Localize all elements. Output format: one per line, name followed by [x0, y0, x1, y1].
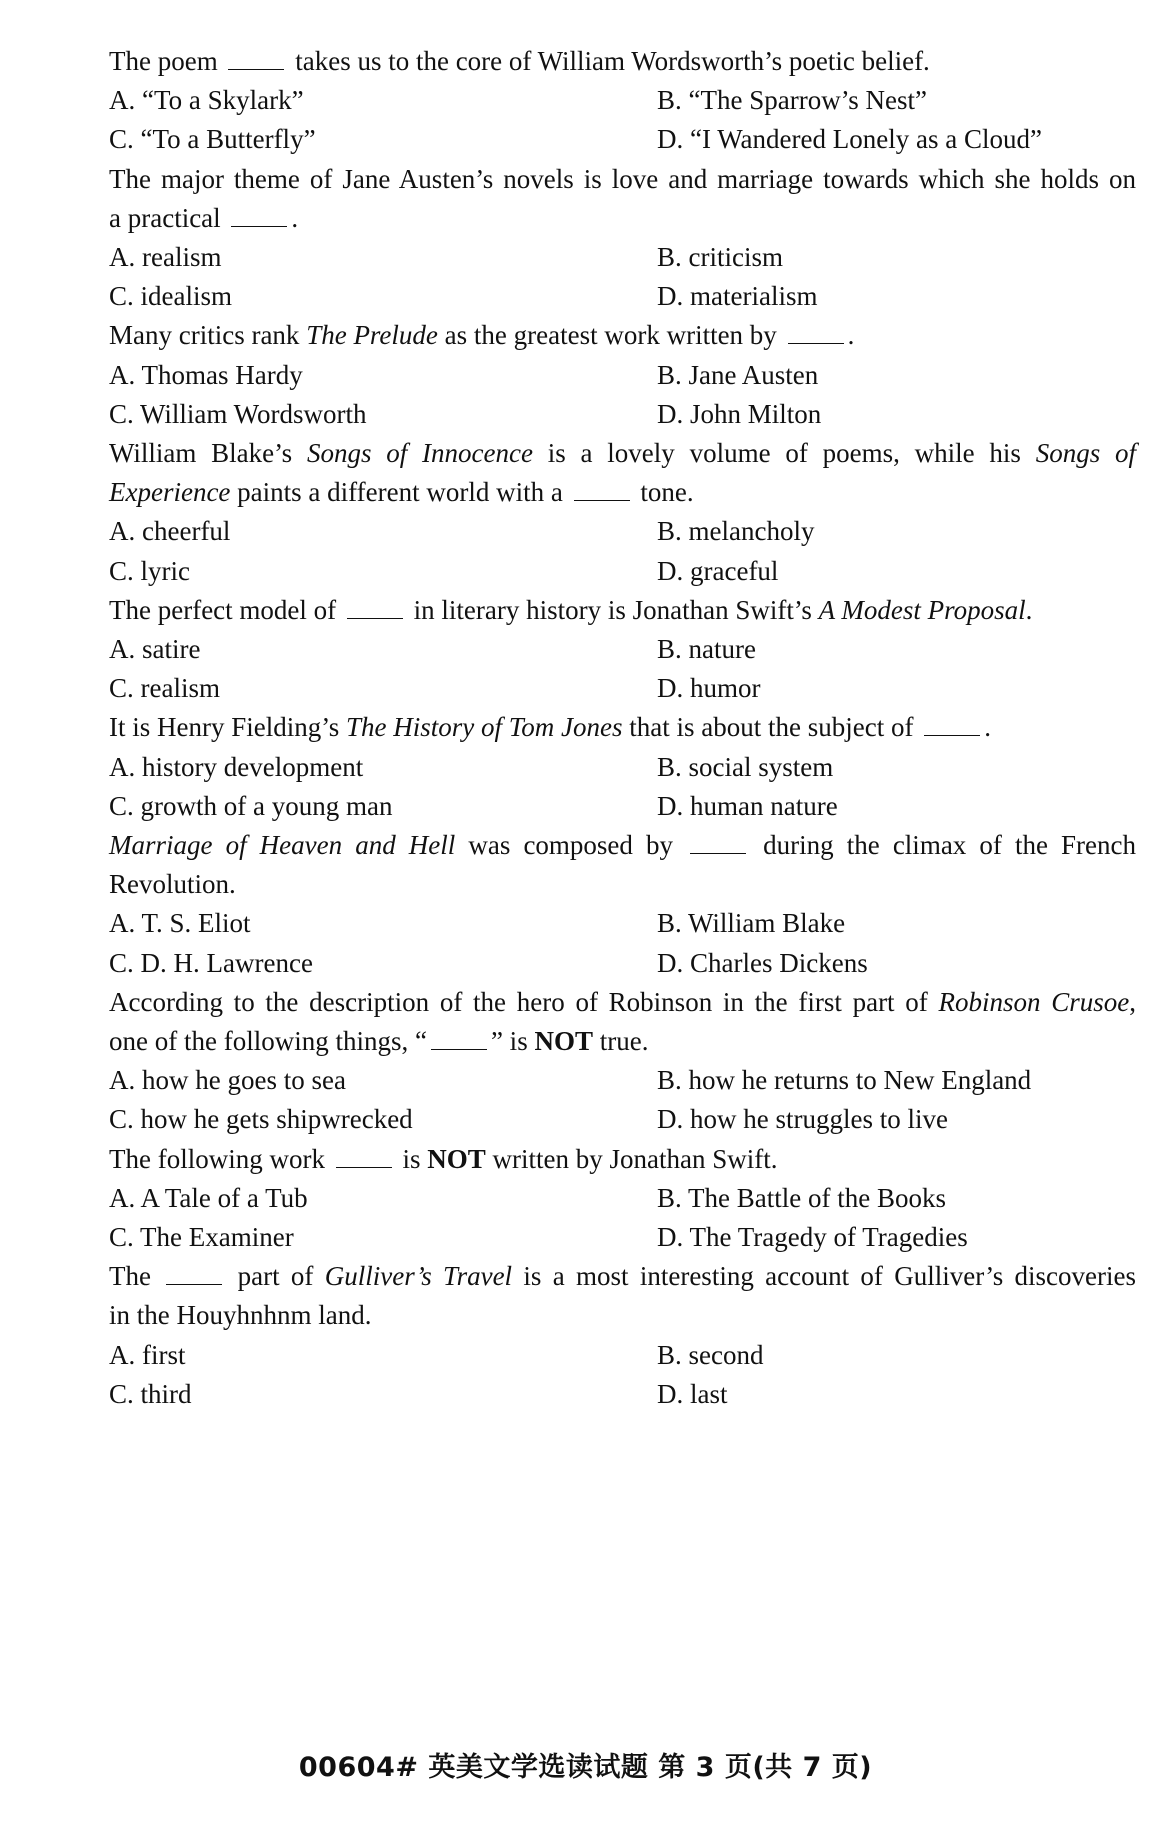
question-stem-continued	[66, 865, 1136, 904]
italic-title: Robinson Crusoe	[938, 986, 1130, 1017]
options-row	[66, 1375, 1136, 1414]
option-c: C. growth of a young man	[109, 790, 393, 821]
stem-text: takes us to the core of William Wordsworth’s poetic belief.	[288, 46, 930, 76]
stem-text: tone.	[633, 477, 694, 508]
stem-text: The major theme of Jane Austen’s novels is love and marriage towards which she holds on	[109, 163, 1136, 194]
question-19	[66, 591, 1136, 709]
stem-text: true.	[592, 1025, 649, 1056]
option-a: A. “To a Skylark”	[109, 85, 304, 116]
option-d: D. “I Wandered Lonely as a Cloud”	[657, 124, 1042, 155]
option-c: C. realism	[109, 673, 220, 704]
stem-text: is a most interesting account of Gulliver’s discoveries	[512, 1261, 1136, 1292]
option-a: A. how he goes to sea	[109, 1065, 346, 1096]
question-24	[66, 1257, 1136, 1414]
stem-text: According to the description of the hero of Robinson in the first part of	[109, 986, 939, 1017]
answer-blank	[574, 478, 630, 501]
question-17	[66, 316, 1136, 434]
option-a: A. realism	[109, 241, 222, 272]
answer-blank	[231, 204, 287, 227]
stem-text: The	[109, 1261, 163, 1292]
options-row	[66, 395, 1136, 434]
option-d: D. John Milton	[657, 398, 822, 429]
stem-text: during the climax of the French	[750, 830, 1137, 860]
question-stem	[66, 1140, 1136, 1179]
answer-blank	[690, 831, 746, 854]
emphasis-text: NOT	[534, 1025, 593, 1056]
stem-text: The perfect model of	[109, 594, 343, 625]
option-b: B. second	[657, 1339, 764, 1370]
option-a: A. A Tale of a Tub	[109, 1182, 308, 1213]
option-c: C. “To a Butterfly”	[109, 124, 316, 155]
options-row	[66, 552, 1136, 591]
option-b: B. The Battle of the Books	[657, 1182, 946, 1213]
italic-title: Experience	[109, 477, 231, 508]
question-stem	[66, 316, 1136, 355]
options-row	[66, 1336, 1136, 1375]
stem-text: one of the following things, “	[109, 1025, 427, 1056]
option-d: D. materialism	[657, 281, 818, 312]
options-row	[66, 356, 1136, 395]
question-stem	[66, 1257, 1136, 1296]
answer-blank	[788, 321, 844, 344]
option-a: A. T. S. Eliot	[109, 908, 251, 939]
question-stem	[66, 434, 1136, 473]
italic-title: Marriage of Heaven and Hell	[109, 830, 456, 860]
question-stem	[66, 591, 1136, 630]
stem-text: William Blake’s	[109, 438, 307, 468]
question-stem-continued	[66, 199, 1136, 238]
italic-title: Gulliver’s Travel	[324, 1261, 513, 1292]
stem-text: ,	[1129, 986, 1137, 1017]
option-a: A. first	[109, 1339, 186, 1370]
option-b: B. criticism	[657, 241, 783, 272]
option-c: C. how he gets shipwrecked	[109, 1104, 413, 1135]
options-row	[66, 120, 1136, 159]
question-23	[66, 1140, 1136, 1258]
option-c: C. D. H. Lawrence	[109, 947, 313, 978]
question-stem	[66, 983, 1136, 1022]
question-stem-continued	[66, 1022, 1136, 1061]
stem-text: written by Jonathan Swift.	[485, 1143, 778, 1174]
options-row	[66, 1100, 1136, 1139]
option-a: A. cheerful	[109, 516, 231, 547]
answer-blank	[431, 1027, 487, 1050]
answer-blank	[228, 47, 284, 70]
stem-text: as the greatest work written by	[437, 320, 784, 351]
option-b: B. social system	[657, 751, 834, 782]
option-b: B. melancholy	[657, 516, 815, 547]
question-21	[66, 826, 1136, 983]
stem-text: The poem	[109, 46, 225, 76]
question-22	[66, 983, 1136, 1140]
page-footer: 00604# 英美文学选读试题 第 3 页(共 7 页)	[298, 1752, 873, 1783]
stem-text: part of	[226, 1261, 325, 1292]
answer-blank	[347, 596, 403, 619]
stem-text: .	[847, 320, 855, 351]
option-d: D. graceful	[657, 555, 779, 586]
options-row	[66, 748, 1136, 787]
stem-text: was composed by	[455, 830, 687, 860]
italic-title: The Prelude	[306, 320, 438, 351]
stem-text: is a lovely volume of poems, while his	[532, 438, 1036, 468]
answer-blank	[336, 1145, 392, 1168]
stem-text: The following work	[109, 1143, 332, 1174]
option-b: B. Jane Austen	[657, 359, 819, 390]
option-d: D. Charles Dickens	[657, 947, 868, 978]
stem-text: Many critics rank	[109, 320, 307, 351]
stem-text: Revolution.	[109, 869, 236, 900]
option-b: B. nature	[657, 633, 756, 664]
italic-title: A Modest Proposal	[818, 594, 1026, 625]
stem-text: .	[291, 202, 299, 233]
options-row	[66, 1218, 1136, 1257]
option-c: C. William Wordsworth	[109, 398, 367, 429]
stem-text: is	[395, 1143, 428, 1174]
option-a: A. history development	[109, 751, 364, 782]
option-d: D. humor	[657, 673, 761, 704]
option-d: D. human nature	[657, 790, 838, 821]
option-c: C. third	[109, 1378, 192, 1409]
options-row	[66, 944, 1136, 983]
question-stem	[66, 160, 1136, 199]
options-row	[66, 512, 1136, 551]
question-stem	[66, 708, 1136, 747]
option-d: D. last	[657, 1378, 728, 1409]
question-stem-continued	[66, 473, 1136, 512]
option-c: C. idealism	[109, 281, 232, 312]
italic-title: Songs of	[1035, 438, 1137, 468]
stem-text: ” is	[490, 1025, 535, 1056]
answer-blank	[166, 1262, 222, 1285]
options-row	[66, 904, 1136, 943]
options-row	[66, 81, 1136, 120]
stem-text: that is about the subject of	[622, 712, 921, 743]
options-row	[66, 1061, 1136, 1100]
answer-blank	[924, 713, 980, 736]
options-row	[66, 1179, 1136, 1218]
stem-text: .	[1025, 594, 1033, 625]
question-stem	[66, 826, 1136, 865]
stem-text: in the Houyhnhnm land.	[109, 1300, 372, 1331]
question-16	[66, 160, 1136, 317]
options-row	[66, 787, 1136, 826]
question-15	[66, 42, 1136, 160]
emphasis-text: NOT	[427, 1143, 486, 1174]
italic-title: Songs of Innocence	[306, 438, 533, 468]
stem-text: paints a different world with a	[230, 477, 570, 508]
question-stem	[66, 42, 1136, 81]
option-a: A. Thomas Hardy	[109, 359, 303, 390]
option-d: D. how he struggles to live	[657, 1104, 948, 1135]
italic-title: The History of Tom Jones	[346, 712, 623, 743]
stem-text: .	[984, 712, 991, 743]
option-d: D. The Tragedy of Tragedies	[657, 1221, 968, 1252]
question-stem-continued	[66, 1296, 1136, 1335]
stem-text: It is Henry Fielding’s	[109, 712, 346, 743]
option-c: C. The Examiner	[109, 1221, 294, 1252]
options-row	[66, 238, 1136, 277]
option-b: B. William Blake	[657, 908, 846, 939]
question-18	[66, 434, 1136, 591]
stem-text: a practical	[109, 202, 228, 233]
option-c: C. lyric	[109, 555, 190, 586]
stem-text: in literary history is Jonathan Swift’s	[406, 594, 819, 625]
options-row	[66, 277, 1136, 316]
options-row	[66, 669, 1136, 708]
option-b: B. how he returns to New England	[657, 1065, 1032, 1096]
option-a: A. satire	[109, 633, 201, 664]
question-20	[66, 708, 1136, 826]
options-row	[66, 630, 1136, 669]
option-b: B. “The Sparrow’s Nest”	[657, 85, 927, 116]
